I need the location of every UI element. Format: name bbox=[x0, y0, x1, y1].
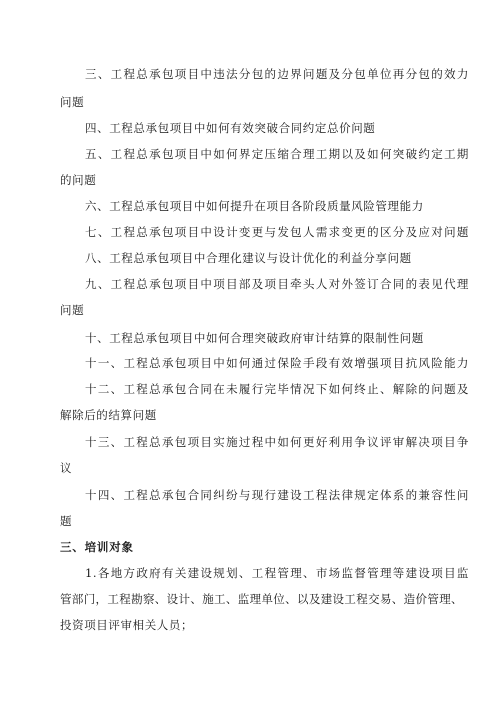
item-5-line-2: 的问题 bbox=[60, 173, 97, 187]
item-7: 七、工程总承包项目中设计变更与发包人需求变更的区分及应对问题 bbox=[85, 225, 469, 239]
item-14-line-2: 题 bbox=[60, 514, 73, 528]
item-4: 四、工程总承包项目中如何有效突破合同约定总价问题 bbox=[85, 121, 376, 135]
item-3-line-2: 问题 bbox=[60, 95, 85, 109]
item-5-line-1: 五、工程总承包项目中如何界定压缩合理工期以及如何突破约定工期 bbox=[85, 147, 469, 161]
item-12-line-2: 解除后的结算问题 bbox=[60, 408, 157, 422]
item-9-line-2: 问题 bbox=[60, 303, 85, 317]
item-12-line-1: 十二、工程总承包合同在未履行完毕情况下如何终止、解除的问题及 bbox=[85, 382, 469, 396]
item-3-line-1: 三、工程总承包项目中违法分包的边界问题及分包单位再分包的效力 bbox=[85, 67, 469, 81]
para-1-line-2: 管部门，工程勘察、设计、施工、监理单位、以及建设工程交易、造价管理、 bbox=[60, 592, 463, 606]
item-13-line-2: 议 bbox=[60, 461, 73, 475]
para-1-line-1: 1.各地方政府有关建设规划、工程管理、市场监督管理等建设项目监 bbox=[85, 566, 469, 580]
section-heading: 三、培训对象 bbox=[60, 540, 134, 554]
item-13-line-1: 十三、工程总承包项目实施过程中如何更好利用争议评审解决项目争 bbox=[85, 435, 469, 449]
item-6: 六、工程总承包项目中如何提升在项目各阶段质量风险管理能力 bbox=[85, 199, 424, 213]
item-14-line-1: 十四、工程总承包合同纠纷与现行建设工程法律规定体系的兼容性问 bbox=[85, 488, 469, 502]
item-11: 十一、工程总承包项目中如何通过保险手段有效增强项目抗风险能力 bbox=[85, 356, 469, 370]
item-9-line-1: 九、工程总承包项目中项目部及项目牵头人对外签订合同的表见代理 bbox=[85, 277, 469, 291]
item-8: 八、工程总承包项目中合理化建议与设计优化的利益分享问题 bbox=[85, 251, 412, 265]
para-1-line-3: 投资项目评审相关人员； bbox=[60, 618, 194, 632]
item-10: 十、工程总承包项目中如何合理突破政府审计结算的限制性问题 bbox=[85, 331, 424, 345]
